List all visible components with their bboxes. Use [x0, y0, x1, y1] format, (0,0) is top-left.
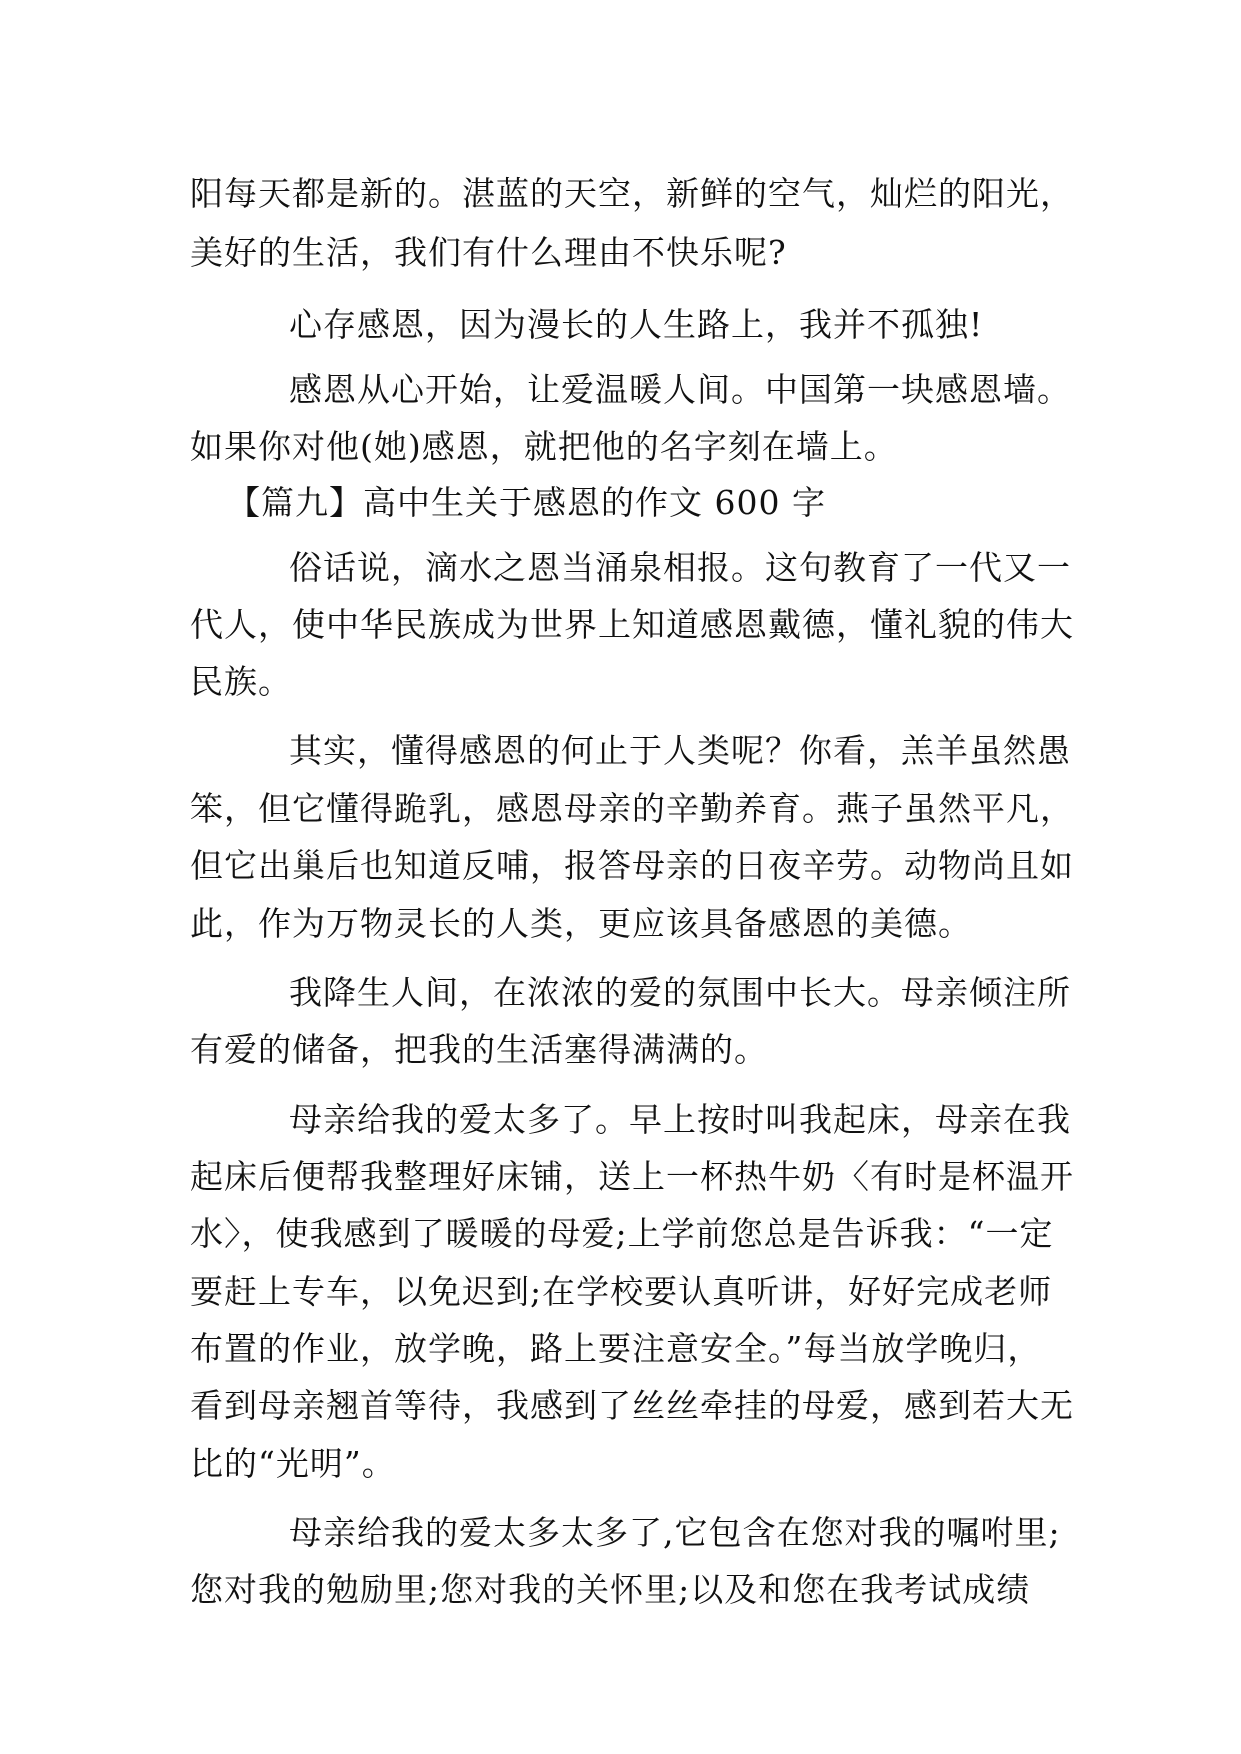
text-line: 母亲给我的爱太多太多了,它包含在您对我的嘱咐里; [289, 1513, 1061, 1552]
text-line: 如果你对他(她)感恩，就把他的名字刻在墙上。 [190, 427, 898, 466]
text-line: 母亲给我的爱太多了。早上按时叫我起床，母亲在我 [289, 1100, 1071, 1139]
text-line: 民族。 [190, 662, 292, 701]
text-line: 俗话说，滴水之恩当涌泉相报。这句教育了一代又一 [289, 548, 1071, 587]
text-line: 水〉，使我感到了暖暖的母爱;上学前您总是告诉我：“一定 [190, 1214, 1054, 1253]
text-line: 阳每天都是新的。湛蓝的天空，新鲜的空气，灿烂的阳光， [190, 174, 1074, 213]
section-heading: 【篇九】高中生关于感恩的作文 600 字 [227, 483, 826, 522]
text-line: 您对我的勉励里;您对我的关怀里;以及和您在我考试成绩 [190, 1570, 1031, 1609]
text-line: 感恩从心开始，让爱温暖人间。中国第一块感恩墙。 [289, 370, 1071, 409]
text-line: 起床后便帮我整理好床铺，送上一杯热牛奶〈有时是杯温开 [190, 1157, 1074, 1196]
text-line: 但它出巢后也知道反哺，报答母亲的日夜辛劳。动物尚且如 [190, 846, 1074, 885]
text-line: 比的“光明”。 [190, 1444, 396, 1483]
text-line: 心存感恩，因为漫长的人生路上，我并不孤独! [289, 305, 984, 344]
text-line: 代人，使中华民族成为世界上知道感恩戴德，懂礼貌的伟大 [190, 605, 1074, 644]
text-line: 美好的生活，我们有什么理由不快乐呢? [190, 233, 787, 272]
text-line: 有爱的储备，把我的生活塞得满满的。 [190, 1030, 768, 1069]
text-line: 要赶上专车，以免迟到;在学校要认真听讲，好好完成老师 [190, 1272, 1053, 1311]
text-line: 其实，懂得感恩的何止于人类呢？你看，羔羊虽然愚 [289, 731, 1071, 770]
text-line: 此，作为万物灵长的人类，更应该具备感恩的美德。 [190, 904, 972, 943]
text-line: 我降生人间，在浓浓的爱的氛围中长大。母亲倾注所 [289, 973, 1071, 1012]
text-line: 布置的作业，放学晚，路上要注意安全。”每当放学晚归， [190, 1329, 1042, 1368]
text-line: 笨，但它懂得跪乳，感恩母亲的辛勤养育。燕子虽然平凡， [190, 789, 1074, 828]
text-line: 看到母亲翘首等待，我感到了丝丝牵挂的母爱，感到若大无 [190, 1386, 1074, 1425]
